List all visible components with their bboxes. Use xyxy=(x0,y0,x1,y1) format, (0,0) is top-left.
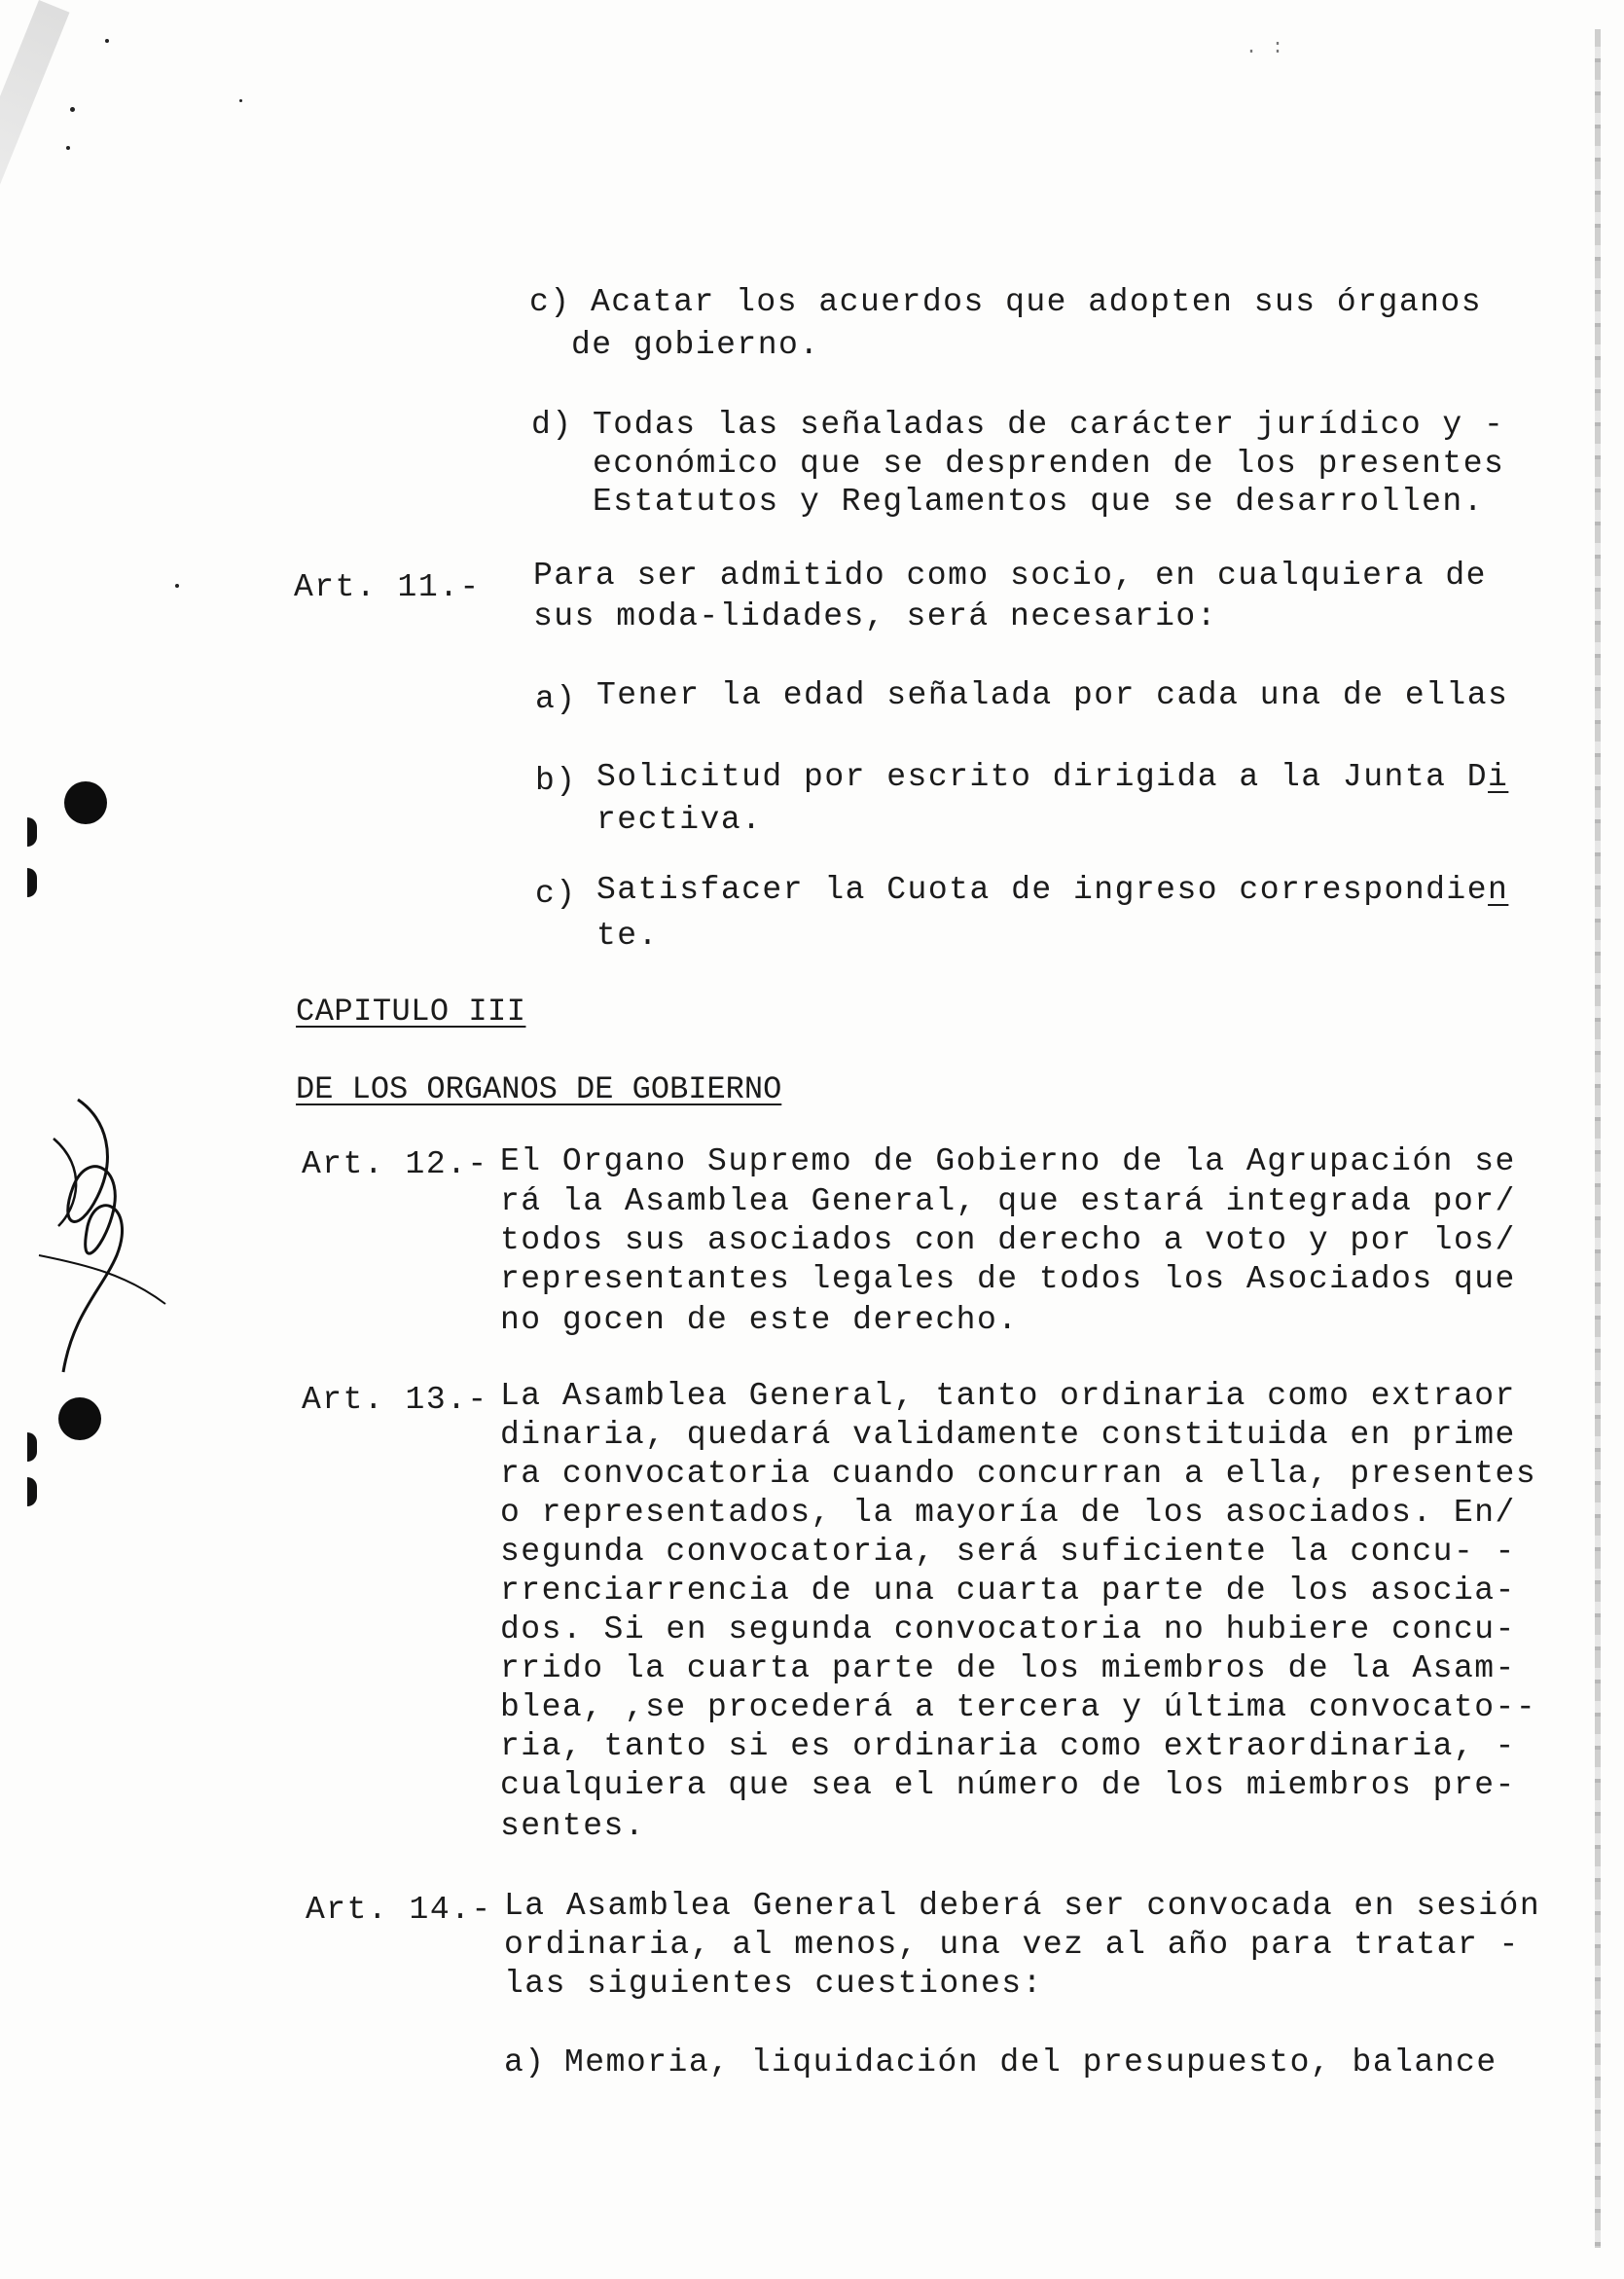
art13-line: La Asamblea General, tanto ordinaria como extraor xyxy=(500,1378,1516,1414)
art13-line: ria, tanto si es ordinaria como extraordinaria, - xyxy=(500,1728,1516,1764)
art14-line: ordinaria, al menos, una vez al año para tratar - xyxy=(504,1927,1520,1963)
art11-item-b-line1-text: Solicitud por escrito dirigida a la Junta D xyxy=(596,759,1489,795)
punch-hole xyxy=(64,781,107,824)
punch-hole xyxy=(58,1397,101,1440)
art11-item-b-line1 xyxy=(596,761,1508,793)
scan-artifact xyxy=(0,0,70,310)
art11-item-a-letter: a) xyxy=(535,681,577,717)
art13-line: blea, ,se procederá a tercera y última convocato-- xyxy=(500,1689,1537,1725)
binder-tab xyxy=(27,1432,37,1462)
chapter-title: CAPITULO III xyxy=(296,994,526,1030)
scan-speck xyxy=(239,99,242,102)
art11-item-c-line1-text: Satisfacer la Cuota de ingreso correspondie xyxy=(596,872,1489,908)
art12-line: representantes legales de todos los Asociados que xyxy=(500,1261,1516,1297)
art12-line: El Organo Supremo de Gobierno de la Agrupación se xyxy=(500,1143,1516,1179)
art12-line: no gocen de este derecho. xyxy=(500,1302,1019,1338)
art11-item-a-line1: Tener la edad señalada por cada una de ellas xyxy=(596,677,1509,713)
art11-item-c-line1 xyxy=(596,874,1508,906)
art11-label: Art. 11.- xyxy=(294,569,481,605)
binder-tab xyxy=(27,1477,37,1506)
art13-line: segunda convocatoria, será suficiente la concu- - xyxy=(500,1534,1516,1570)
art12-label: Art. 12.- xyxy=(302,1146,488,1182)
art13-line: rrido la cuarta parte de los miembros de la Asam- xyxy=(500,1650,1516,1686)
scan-speck xyxy=(175,584,179,588)
item-d-line1: Todas las señaladas de carácter jurídico y - xyxy=(593,407,1505,443)
art13-line: ra convocatoria cuando concurran a ella, presentes xyxy=(500,1456,1537,1492)
item-c-letter: c) xyxy=(529,284,571,320)
page-mark: . : xyxy=(1245,37,1285,59)
item-d-line2: económico que se desprenden de los presentes xyxy=(593,446,1505,482)
art14-label: Art. 14.- xyxy=(306,1892,492,1928)
art11-line1: Para ser admitido como socio, en cualquiera de xyxy=(533,558,1487,594)
item-d-letter: d) xyxy=(531,407,573,443)
binder-tab xyxy=(27,817,37,847)
art14-item-a-line1: Memoria, liquidación del presupuesto, balance xyxy=(564,2044,1498,2080)
art13-line: rrenciarrencia de una cuarta parte de los asocia- xyxy=(500,1573,1516,1609)
art11-line2: sus moda-lidades, será necesario: xyxy=(533,598,1218,634)
art11-item-c-letter: c) xyxy=(535,876,577,912)
item-c-line2: de gobierno. xyxy=(571,327,820,363)
art13-line: sentes. xyxy=(500,1808,646,1844)
art12-line: rá la Asamblea General, que estará integrada por/ xyxy=(500,1183,1516,1219)
art13-line: dinaria, quedará validamente constituida en prime xyxy=(500,1417,1516,1453)
art13-label: Art. 13.- xyxy=(302,1382,488,1418)
binder-tab xyxy=(27,868,37,897)
art11-item-c-line2: te. xyxy=(596,918,659,954)
art14-item-a-letter: a) xyxy=(504,2044,546,2080)
scan-speck xyxy=(70,107,75,112)
art11-item-c-line1-underlined: n xyxy=(1488,872,1509,908)
art12-line: todos sus asociados con derecho a voto y por los/ xyxy=(500,1222,1516,1258)
art14-line: La Asamblea General deberá ser convocada en sesión xyxy=(504,1888,1541,1924)
page-edge-shadow xyxy=(1595,29,1601,2248)
art14-line: las siguientes cuestiones: xyxy=(504,1966,1043,2002)
art13-line: dos. Si en segunda convocatoria no hubiere concu- xyxy=(500,1611,1516,1647)
art11-item-b-letter: b) xyxy=(535,763,577,799)
handwritten-signature xyxy=(19,1080,175,1382)
item-c-line1: Acatar los acuerdos que adopten sus órganos xyxy=(591,284,1483,320)
scan-speck xyxy=(105,39,109,43)
art11-item-b-line2: rectiva. xyxy=(596,802,763,838)
art11-item-b-line1-underlined: i xyxy=(1488,759,1509,795)
art13-line: cualquiera que sea el número de los miembros pre- xyxy=(500,1767,1516,1803)
art13-line: o representados, la mayoría de los asociados. En/ xyxy=(500,1495,1516,1531)
item-d-line3: Estatutos y Reglamentos que se desarrollen. xyxy=(593,484,1485,520)
scan-speck xyxy=(66,146,70,150)
chapter-subtitle: DE LOS ORGANOS DE GOBIERNO xyxy=(296,1071,782,1107)
